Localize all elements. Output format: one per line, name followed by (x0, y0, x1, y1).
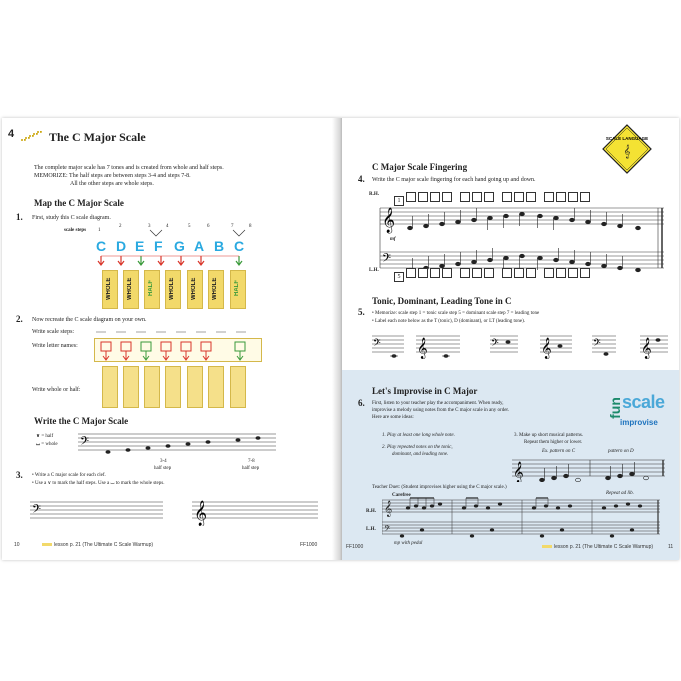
improvise-heading: Let's Improvise in C Major (372, 386, 478, 396)
q5-bullet-2: • Label each note below as the T (tonic), D (dominant), or LT (leading tone). (372, 319, 526, 324)
blank-box-5[interactable] (187, 366, 203, 408)
pattern-label-c: Ex. pattern on C (542, 449, 576, 454)
letter-d: D (116, 238, 127, 254)
svg-text:𝄢: 𝄢 (373, 337, 381, 351)
q4-number: 4. (358, 174, 365, 184)
q6-line-2: improvise a melody using notes from the C major scale in any order. (372, 408, 510, 413)
repeat-ad-lib: Repeat ad lib. (606, 491, 634, 496)
step-2: 2 (119, 224, 122, 229)
blank-box-1[interactable] (102, 366, 118, 408)
scale-language-badge (602, 124, 652, 174)
lh-finger-boxes[interactable] (394, 265, 592, 283)
bass-clef-staff-example (78, 430, 278, 458)
svg-text:𝄢: 𝄢 (491, 337, 499, 351)
svg-text:𝄞: 𝄞 (384, 501, 393, 517)
improvise-text: improvise (620, 418, 658, 427)
left-page (2, 118, 338, 560)
step-3-4-label: 3-4 (160, 459, 167, 464)
left-footer-number: 10 (14, 542, 20, 548)
write-whole-half-label: Write whole or half: (32, 387, 81, 393)
letter-arrows-outline (95, 339, 261, 361)
intro-line-2: MEMORIZE: The half steps are between steps 3-4 and steps 7-8. (34, 173, 191, 179)
letter-e: E (135, 238, 145, 254)
mp-with-pedal: mp with pedal (394, 541, 423, 546)
svg-text:𝄞: 𝄞 (194, 501, 208, 526)
step-label-4: WHOLE (169, 277, 175, 300)
scale-step-blanks[interactable] (94, 328, 254, 334)
svg-text:𝄢: 𝄢 (382, 252, 392, 268)
workbook-spread (2, 118, 679, 560)
q3-bullet-2: • Use a ∨ to mark the half steps. Use a ⌴ to mark the whole steps. (32, 481, 165, 486)
q6-text (372, 400, 602, 421)
svg-text:𝄞: 𝄞 (513, 462, 524, 482)
step-label-3: HALF (148, 280, 154, 297)
q5-bullet-1: • Memorize: scale step 1 = tonic scale step 5 = dominant scale step 7 = leading tone (372, 311, 540, 316)
fun-scale-improvise-art (604, 386, 674, 442)
step-label-7: HALF (234, 280, 240, 297)
intro-line-1: The complete major scale has 7 tones and is created from whole and half steps. (34, 165, 224, 171)
svg-text:𝄞: 𝄞 (541, 338, 552, 359)
rh-label: R.H. (369, 192, 379, 197)
dynamic-mf: mf (390, 237, 396, 242)
step-7-8-sub: half step (242, 466, 260, 471)
blank-box-6[interactable] (208, 366, 224, 408)
q4-text: Write the C major scale fingering for each hand going up and down. (372, 177, 536, 183)
svg-text:𝄢: 𝄢 (80, 435, 90, 451)
svg-text:𝄞: 𝄞 (382, 208, 396, 233)
blank-box-2[interactable] (123, 366, 139, 408)
right-footer-caption: lesson p. 21 (The Ultimate C Scale Warmup) (554, 544, 654, 550)
step-7-8-label: 7-8 (248, 459, 255, 464)
step-1: 1 (98, 228, 101, 233)
step-6: 6 (207, 224, 210, 229)
step-label-2: WHOLE (127, 277, 133, 300)
scale-stairs-icon (21, 129, 43, 141)
svg-text:𝄞: 𝄞 (641, 338, 652, 359)
legend-half: ∨ = half (36, 434, 54, 439)
step-3-4-sub: half step (154, 466, 172, 471)
q6-number: 6. (358, 398, 365, 408)
q1-text: First, study this C scale diagram. (32, 215, 111, 221)
q5-bullet-1-text: Memorize: scale step 1 = tonic scale step 5 = dominant scale step 7 = leading tone (375, 311, 540, 316)
q5-bullet-2-text: Label each note below as the T (tonic), D (dominant), or LT (leading tone). (375, 319, 526, 324)
rh-label-duet: R.H. (366, 509, 376, 514)
letter-f: F (154, 238, 163, 254)
q6-line-1: First, listen to your teacher play the accompaniment. When ready, (372, 401, 504, 406)
letter-name-boxes[interactable] (94, 338, 262, 362)
right-footer-text (542, 544, 653, 550)
teacher-duet-label: Teacher Duet: (Student improvises higher using the C major scale.) (372, 485, 507, 490)
step-7: 7 (231, 224, 234, 229)
letter-c-top: C (234, 238, 245, 254)
step-8: 8 (249, 224, 252, 229)
q3-bullet-1: • Write a C major scale for each clef. (32, 473, 106, 478)
left-footer-code: FF1000 (300, 542, 318, 548)
step-5: 5 (188, 224, 191, 229)
q3-number: 3. (16, 470, 23, 480)
letter-b: B (214, 238, 225, 254)
step-4: 4 (166, 224, 169, 229)
q3-bullet-1-text: Write a C major scale for each clef. (34, 473, 106, 478)
q1-number: 1. (16, 212, 23, 222)
blank-box-7[interactable] (230, 366, 246, 408)
scale-text: scale (622, 392, 665, 412)
lh-label-duet: L.H. (366, 527, 376, 532)
idea-3b: Repeat them higher or lower. (524, 440, 583, 445)
tdlt-staffs (372, 330, 672, 362)
q5-number: 5. (358, 307, 365, 317)
step-3: 3 (148, 224, 151, 229)
left-footer-caption: lesson p. 21 (The Ultimate C Scale Warmup) (54, 542, 154, 548)
write-letter-names-label: Write letter names: (32, 343, 78, 349)
map-heading: Map the C Major Scale (34, 198, 124, 208)
pattern-staff (512, 454, 667, 482)
pattern-label-d: pattern on D (608, 449, 634, 454)
intro-text (34, 164, 314, 188)
fingering-heading: C Major Scale Fingering (372, 162, 468, 172)
scale-steps-label: scale steps (64, 228, 87, 233)
page-number-tab (8, 124, 20, 140)
write-scale-heading: Write the C Major Scale (34, 416, 129, 426)
q6-line-3: Here are some ideas: (372, 415, 414, 420)
q2-text: Now recreate the C scale diagram on your own. (32, 317, 147, 323)
write-scale-steps-label: Write scale steps: (32, 329, 75, 335)
legend-whole: ⌴ = whole (36, 442, 58, 447)
rh-box-first: 1 (394, 196, 404, 206)
svg-text:𝄢: 𝄢 (593, 337, 601, 351)
legend-half-text: = half (41, 434, 54, 439)
svg-text:𝄞: 𝄞 (623, 144, 631, 158)
step-label-6: WHOLE (212, 277, 218, 300)
right-page (342, 118, 679, 560)
duet-grand-staff (382, 496, 662, 542)
blank-box-3[interactable] (144, 366, 160, 408)
fun-text: fun (606, 397, 623, 419)
step-label-5: WHOLE (191, 277, 197, 300)
left-footer-text (42, 542, 153, 548)
right-footer-number: 11 (668, 544, 674, 550)
page-title: The C Major Scale (49, 130, 146, 144)
bass-staff-blank[interactable] (30, 498, 165, 526)
right-footer-code: FF1000 (346, 544, 364, 550)
idea-3a: 3. Make up short musical patterns. (514, 433, 584, 438)
idea-2a: 2. Play repeated notes on the tonic, (382, 445, 453, 450)
treble-staff-blank[interactable] (192, 496, 320, 526)
lh-label: L.H. (369, 268, 379, 273)
svg-text:𝄞: 𝄞 (417, 338, 428, 359)
idea-2b: dominant, and leading tone. (392, 452, 449, 457)
page-number: 4 (8, 128, 15, 140)
q2-number: 2. (16, 314, 23, 324)
letter-a: A (194, 238, 205, 254)
badge-text: SCALE LANGUAGE (605, 136, 649, 141)
blank-box-4[interactable] (165, 366, 181, 408)
svg-text:𝄢: 𝄢 (384, 525, 391, 536)
tonic-heading: Tonic, Dominant, Leading Tone in C (372, 296, 512, 306)
svg-text:𝄢: 𝄢 (32, 503, 42, 519)
idea-1: 1. Play at least one long whole note. (382, 433, 455, 438)
scale-arrows (97, 254, 257, 268)
letter-c: C (96, 238, 107, 254)
carefree-label: Carefree (392, 493, 411, 498)
lh-box-first: 5 (394, 272, 404, 282)
step-label-1: WHOLE (106, 277, 112, 300)
intro-line-3: All the other steps are whole steps. (70, 181, 154, 187)
q3-bullet-2-text: Use a ∨ to mark the half steps. Use a ⌴ to mark the whole steps. (35, 481, 165, 486)
letter-g: G (174, 238, 185, 254)
legend-whole-text: = whole (41, 442, 58, 447)
